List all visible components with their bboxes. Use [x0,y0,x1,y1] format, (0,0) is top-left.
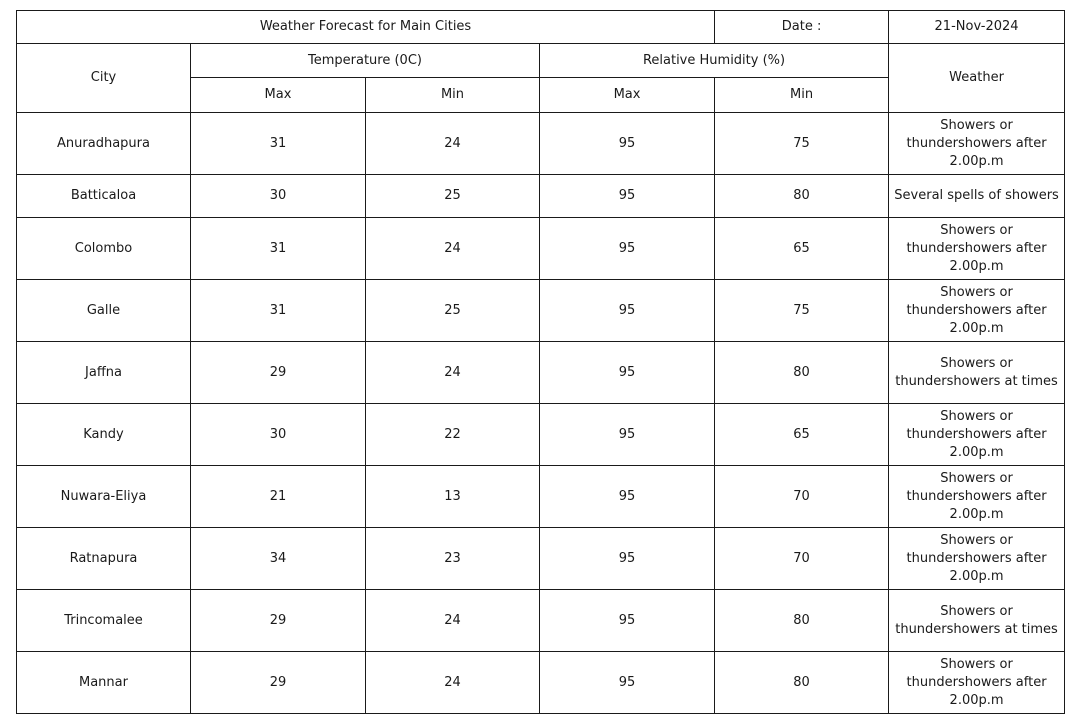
table-row [17,466,1065,528]
humidity-min-cell: 80 [715,590,889,652]
table-row [17,218,1065,280]
weather-cell: Showers or thundershowers after 2.00p.m [889,218,1065,280]
humidity-max-cell: 95 [540,342,715,404]
humidity-max-cell: 95 [540,280,715,342]
weather-cell: Showers or thundershowers after 2.00p.m [889,404,1065,466]
title-row [17,11,1065,44]
humidity-min-cell: 65 [715,218,889,280]
table-body [17,11,1065,714]
temp-min-cell: 25 [366,175,540,218]
humidity-min-cell: 80 [715,342,889,404]
temp-max-cell: 31 [191,218,366,280]
temp-max-cell: 29 [191,590,366,652]
weather-cell: Showers or thundershowers after 2.00p.m [889,466,1065,528]
temp-min-cell: 22 [366,404,540,466]
city-cell: Batticaloa [17,175,191,218]
city-cell: Trincomalee [17,590,191,652]
temp-max-cell: 29 [191,342,366,404]
temp-min-cell: 24 [366,218,540,280]
group-header-row [17,44,1065,78]
humidity-max-cell: 95 [540,590,715,652]
table-row [17,590,1065,652]
humidity-min-cell: 65 [715,404,889,466]
temp-max-cell: 21 [191,466,366,528]
weather-cell: Showers or thundershowers after 2.00p.m [889,280,1065,342]
table-row [17,175,1065,218]
temperature-header: Temperature (0C) [191,44,540,78]
humidity-min-cell: 70 [715,528,889,590]
temp-max-cell: 31 [191,280,366,342]
humidity-max-cell: 95 [540,652,715,714]
humidity-max-cell: 95 [540,113,715,175]
table-title: Weather Forecast for Main Cities [17,11,715,44]
humidity-max-header: Max [540,78,715,113]
date-label: Date : [715,11,889,44]
humidity-max-cell: 95 [540,466,715,528]
temp-min-cell: 25 [366,280,540,342]
weather-cell: Showers or thundershowers at times [889,342,1065,404]
weather-cell: Several spells of showers [889,175,1065,218]
weather-cell: Showers or thundershowers after 2.00p.m [889,652,1065,714]
temp-min-cell: 13 [366,466,540,528]
humidity-max-cell: 95 [540,175,715,218]
temp-max-cell: 29 [191,652,366,714]
temp-min-cell: 23 [366,528,540,590]
temp-max-cell: 30 [191,175,366,218]
humidity-min-header: Min [715,78,889,113]
date-value: 21-Nov-2024 [889,11,1065,44]
city-cell: Colombo [17,218,191,280]
city-header: City [17,44,191,113]
weather-forecast-table [16,10,1065,714]
city-cell: Nuwara-Eliya [17,466,191,528]
temp-min-cell: 24 [366,652,540,714]
table-row [17,280,1065,342]
weather-cell: Showers or thundershowers after 2.00p.m [889,528,1065,590]
table-row [17,652,1065,714]
city-cell: Ratnapura [17,528,191,590]
humidity-max-cell: 95 [540,528,715,590]
city-cell: Jaffna [17,342,191,404]
table-row [17,113,1065,175]
temp-min-cell: 24 [366,590,540,652]
humidity-min-cell: 70 [715,466,889,528]
city-cell: Galle [17,280,191,342]
humidity-min-cell: 75 [715,280,889,342]
temp-min-header: Min [366,78,540,113]
table-row [17,404,1065,466]
humidity-min-cell: 80 [715,652,889,714]
temp-max-cell: 34 [191,528,366,590]
temp-max-header: Max [191,78,366,113]
humidity-max-cell: 95 [540,404,715,466]
table-row [17,528,1065,590]
humidity-min-cell: 75 [715,113,889,175]
city-cell: Kandy [17,404,191,466]
table-row [17,342,1065,404]
temp-min-cell: 24 [366,113,540,175]
humidity-max-cell: 95 [540,218,715,280]
temp-min-cell: 24 [366,342,540,404]
humidity-header: Relative Humidity (%) [540,44,889,78]
weather-cell: Showers or thundershowers at times [889,590,1065,652]
humidity-min-cell: 80 [715,175,889,218]
temp-max-cell: 31 [191,113,366,175]
city-cell: Mannar [17,652,191,714]
city-cell: Anuradhapura [17,113,191,175]
weather-header: Weather [889,44,1065,113]
temp-max-cell: 30 [191,404,366,466]
weather-cell: Showers or thundershowers after 2.00p.m [889,113,1065,175]
